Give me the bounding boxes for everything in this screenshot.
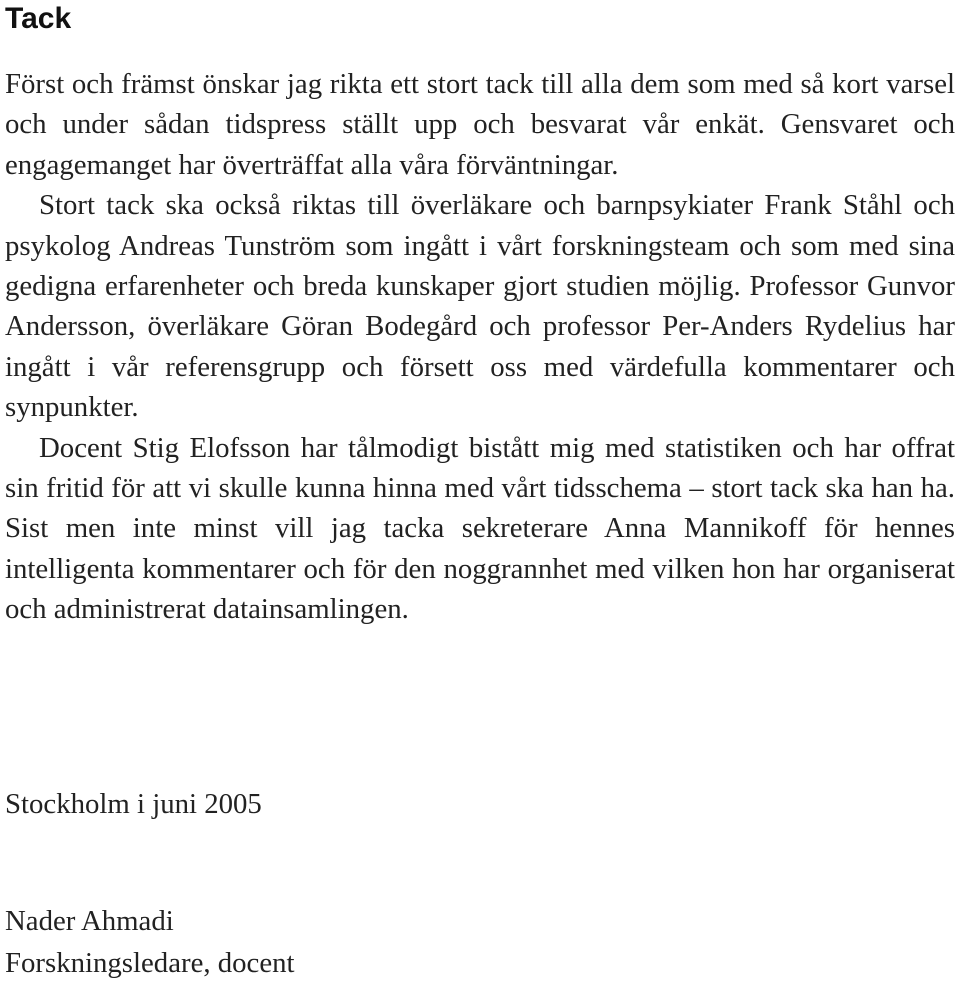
paragraph: Först och främst önskar jag rikta ett stort tack till alla dem som med så kort varsel och under sådan tidspress ställt upp och besvarat vår enkät. Gensvaret och engagemanget har överträffat alla våra förväntningar. bbox=[5, 68, 955, 181]
paragraph: Stort tack ska också riktas till överläkare och barnpsykiater Frank Ståhl och psykolog Andreas Tunström som ingått i vårt forskningsteam och som med sina gedigna erfarenheter och breda kunskaper gjort studien möjlig. Professor Gunvor Andersson, överläkare Göran Bodegård och professor Per-Anders Rydelius har ingått i vår referensgrupp och försett oss med värdefulla kommentarer och synpunkter. bbox=[5, 189, 955, 424]
page-title: Tack bbox=[5, 2, 72, 35]
signatory-name: Nader Ahmadi bbox=[5, 905, 174, 937]
paragraph: Docent Stig Elofsson har tålmodigt bistått mig med statistiken och har offrat sin fritid för att vi skulle kunna hinna med vårt tidsschema – stort tack ska han ha. Sist men inte minst vill jag tacka sekreterare Anna Mannikoff för hennes intelligenta kommentarer och för den noggrannhet med vilken hon har organiserat och administrerat datainsamlingen. bbox=[5, 431, 955, 626]
acknowledgement-body bbox=[5, 64, 955, 630]
place-and-date: Stockholm i juni 2005 bbox=[5, 788, 262, 820]
signatory-title: Forskningsledare, docent bbox=[5, 947, 295, 979]
signature-block bbox=[5, 900, 295, 984]
